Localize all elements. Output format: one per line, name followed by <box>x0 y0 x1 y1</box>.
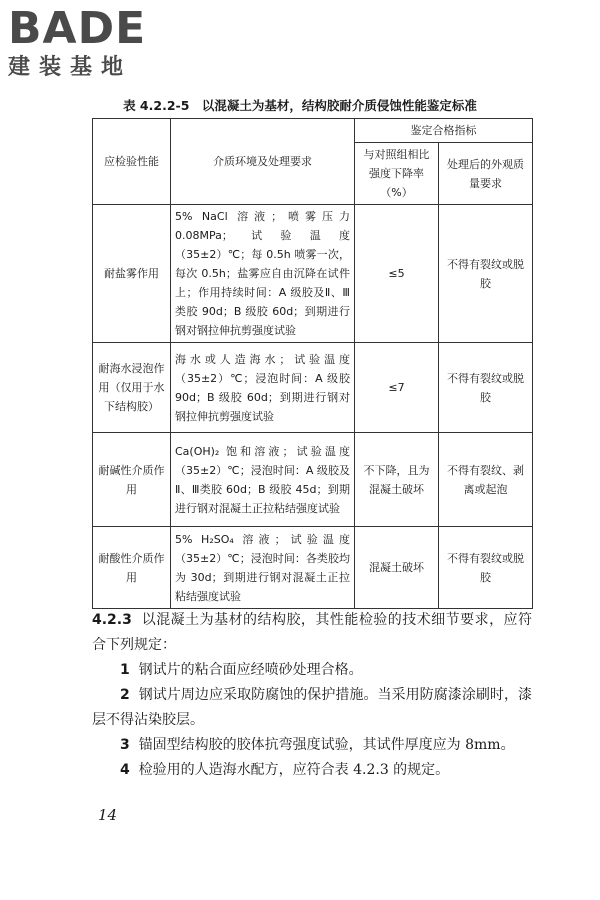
header-property: 应检验性能 <box>93 119 171 205</box>
list-item <box>92 683 532 733</box>
table-row <box>93 433 533 527</box>
list-item-text: 钢试片周边应采取防腐蚀的保护措施。当采用防腐漆涂刷时，漆层不得沾染胶层。 <box>92 687 532 728</box>
cell-rate: ≤5 <box>355 205 439 343</box>
cell-appearance: 不得有裂纹或脱胶 <box>439 205 533 343</box>
table-row <box>93 527 533 609</box>
logo-subtitle: 建装基地 <box>8 55 133 80</box>
section-intro-text: 以混凝土为基材的结构胶，其性能检验的技术细节要求，应符合下列规定： <box>92 612 533 653</box>
list-item-number: 1 <box>120 662 130 678</box>
section-body <box>92 608 532 783</box>
cell-property: 耐酸性介质作用 <box>93 527 171 609</box>
header-condition: 介质环境及处理要求 <box>171 119 355 205</box>
list-item-number: 3 <box>120 737 130 753</box>
list-item <box>92 758 532 783</box>
cell-condition: 海水或人造海水；试验温度（35±2）℃；浸泡时间：A 级胶 90d；B 级胶 60d；到期进行钢对钢拉伸抗剪强度试验 <box>171 343 355 433</box>
list-item-number: 2 <box>120 687 130 703</box>
list-item-text: 钢试片的粘合面应经喷砂处理合格。 <box>138 662 363 678</box>
logo-brand: BADE <box>8 3 147 54</box>
table-caption: 表 4.2.2-5 以混凝土为基材，结构胶耐介质侵蚀性能鉴定标准 <box>123 98 477 113</box>
cell-condition: Ca(OH)₂ 饱和溶液；试验温度（35±2）℃；浸泡时间：A 级胶及Ⅱ、Ⅲ类胶 60d；B 级胶 45d；到期进行钢对混凝土正拉粘结强度试验 <box>171 433 355 527</box>
table-row <box>93 205 533 343</box>
table-header-row <box>93 119 533 143</box>
cell-condition: 5% NaCl 溶液；喷雾压力 0.08MPa；试验温度（35±2）℃；每 0.5h 喷雾一次，每次 0.5h；盐雾应自由沉降在试件上；作用持续时间：A 级胶及Ⅱ、Ⅲ类胶 90d；B 级胶 60d；到期进行钢对钢拉伸抗剪强度试验 <box>171 205 355 343</box>
cell-appearance: 不得有裂纹、剥离或起泡 <box>439 433 533 527</box>
cell-property: 耐盐雾作用 <box>93 205 171 343</box>
cell-rate: 不下降，且为混凝土破坏 <box>355 433 439 527</box>
cell-appearance: 不得有裂纹或脱胶 <box>439 527 533 609</box>
header-group: 鉴定合格指标 <box>355 119 533 143</box>
list-item-text: 锚固型结构胶的胶体抗弯强度试验，其试件厚度应为 8mm。 <box>138 737 515 753</box>
list-item-number: 4 <box>120 762 130 778</box>
list-item <box>92 733 532 758</box>
cell-condition: 5% H₂SO₄ 溶液；试验温度（35±2）℃；浸泡时间：各类胶均为 30d；到期进行钢对混凝土正拉粘结强度试验 <box>171 527 355 609</box>
logo <box>8 3 188 84</box>
table-row <box>93 343 533 433</box>
header-appearance: 处理后的外观质量要求 <box>439 143 533 205</box>
cell-property: 耐碱性介质作用 <box>93 433 171 527</box>
section-number: 4.2.3 <box>92 612 132 628</box>
cell-property: 耐海水浸泡作用（仅用于水下结构胶） <box>93 343 171 433</box>
cell-appearance: 不得有裂纹或脱胶 <box>439 343 533 433</box>
list-item-text: 检验用的人造海水配方，应符合表 4.2.3 的规定。 <box>138 762 450 778</box>
standard-table <box>92 118 533 609</box>
cell-rate: 混凝土破坏 <box>355 527 439 609</box>
page-number: 14 <box>98 806 118 824</box>
cell-rate: ≤7 <box>355 343 439 433</box>
section-intro <box>92 608 532 658</box>
header-rate: 与对照组相比强度下降率（%） <box>355 143 439 205</box>
list-item <box>92 658 532 683</box>
